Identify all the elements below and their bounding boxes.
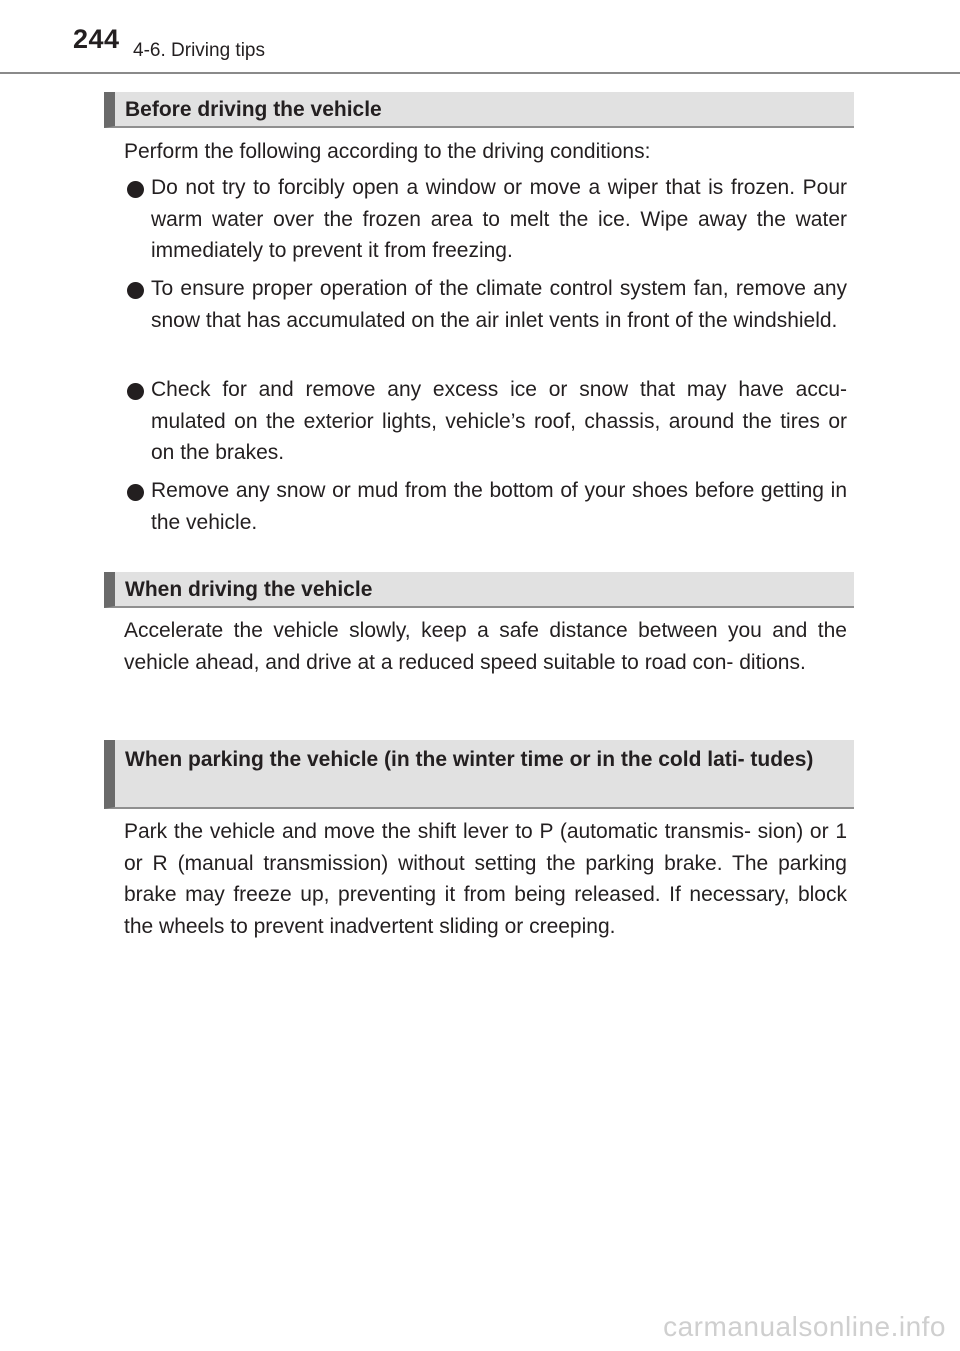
list-item (124, 273, 847, 336)
list-item (124, 475, 847, 538)
page-number: 244 (73, 24, 120, 54)
bullet-dot-icon (127, 181, 144, 198)
section-body: Accelerate the vehicle slowly, keep a safe distance between you and the vehicle ahead, and drive at a reduced speed suitable to road con- ditions. (124, 619, 847, 674)
section-title: 4-6. Driving tips (133, 40, 265, 61)
section-heading-when-driving: When driving the vehicle (104, 572, 854, 608)
list-item-text: Remove any snow or mud from the bottom of your shoes before getting in the vehicle. (151, 479, 847, 534)
bullet-dot-icon (127, 383, 144, 400)
list-item-text: Do not try to forcibly open a window or move a wiper that is frozen. Pour warm water over the frozen area to melt the ice. Wipe away the water immediately to prevent it from freezing. (151, 176, 847, 262)
section-heading-when-parking: When parking the vehicle (in the winter time or in the cold lati- tudes) (104, 740, 854, 809)
list-item (124, 172, 847, 267)
list-item-text: Check for and remove any excess ice or snow that may have accu- mulated on the exterior lights, vehicle’s roof, chassis, around the tires or on the brakes. (151, 378, 847, 464)
bullet-dot-icon (127, 484, 144, 501)
list-item (124, 374, 847, 469)
watermark-logo: carmanualsonline.info (663, 1311, 946, 1342)
header-divider (0, 72, 960, 74)
section-intro: Perform the following according to the driving conditions: (124, 140, 651, 163)
bullet-dot-icon (127, 282, 144, 299)
list-item-text: To ensure proper operation of the climate control system fan, remove any snow that has accumulated on the air inlet vents in front of the windshield. (151, 277, 847, 332)
section-body: Park the vehicle and move the shift lever to P (automatic transmis- sion) or 1 or R (manual transmission) without setting the parking brake. The parking brake may freeze up, preventing it from being released. If necessary, block the wheels to prevent inadvertent sliding or creeping. (124, 820, 847, 938)
page-header (0, 0, 960, 75)
section-heading-before-driving: Before driving the vehicle (104, 92, 854, 128)
